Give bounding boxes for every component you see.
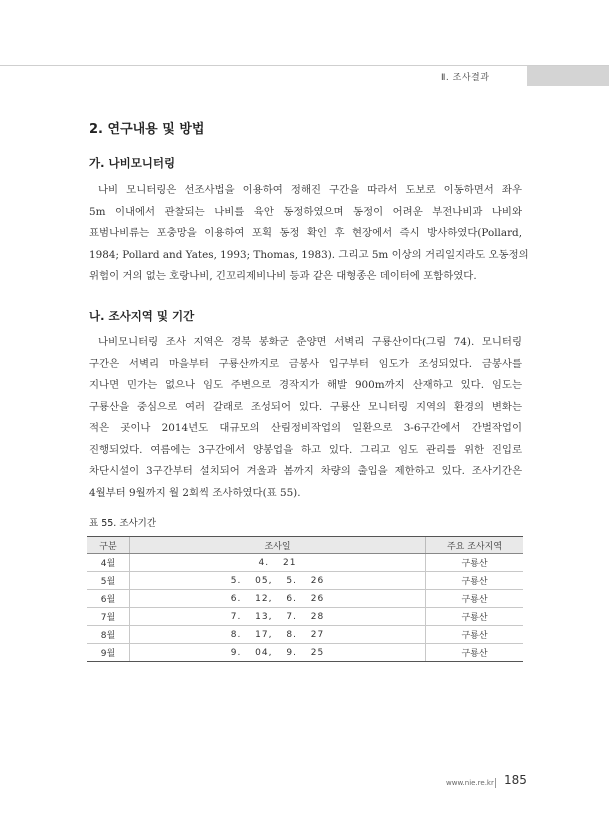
paragraph-line: 진행되었다. 여름에는 3구간에서 양봉업을 하고 있다. 그리고 임도 관리를 위한 진입로 (89, 443, 522, 456)
table-row (87, 644, 523, 662)
paragraph-survey-area (89, 332, 522, 504)
month-cell: 5월 (87, 572, 130, 590)
paragraph-line: 차단시설이 3구간부터 설치되어 겨울과 봄까지 차량의 출입을 제한하고 있다. 조사기간은 (89, 465, 522, 477)
paragraph-line: 적은 곳이나 2014년도 대규모의 산림정비작업의 일환으로 3-6구간에서 간벌작업이 (89, 422, 522, 434)
paragraph-line: 표범나비류는 포충망을 이용하여 포획 동정 확인 후 현장에서 즉시 방사하였다(Pollard, (89, 227, 522, 239)
area-cell: 구룡산 (426, 554, 524, 572)
table-row (87, 572, 523, 590)
paragraph-line: 위험이 거의 없는 호랑나비, 긴꼬리제비나비 등과 같은 대형종은 데이터에 포함하였다. (89, 270, 477, 282)
table-header-row (87, 537, 523, 554)
paragraph-line: 나비 모니터링은 선조사법을 이용하여 정해진 구간을 따라서 도보로 이동하면서 좌우 (98, 184, 522, 196)
date-cell: 7. 13, 7. 28 (130, 608, 426, 626)
column-header-survey-date: 조사일 (130, 537, 426, 554)
table-row (87, 608, 523, 626)
month-cell: 6월 (87, 590, 130, 608)
paragraph-line: 4월부터 9월까지 월 2회씩 조사하였다(표 55). (89, 486, 301, 499)
date-cell: 4. 21 (130, 554, 426, 572)
chapter-tab (527, 66, 609, 86)
area-cell: 구룡산 (426, 626, 524, 644)
date-cell: 9. 04, 9. 25 (130, 644, 426, 662)
table-caption: 표 55. 조사기간 (89, 518, 157, 529)
month-cell: 8월 (87, 626, 130, 644)
paragraph-line: 5m 이내에서 관찰되는 나비를 육안 동정하였으며 동정이 어려운 부전나비과 나비와 (89, 205, 522, 218)
table-row (87, 590, 523, 608)
table-row (87, 626, 523, 644)
paragraph-line: 구룡산을 중심으로 여러 갈래로 조성되어 있다. 구룡산 모니터링 지역의 환경의 변화는 (89, 400, 522, 413)
section-title: 2. 연구내용 및 방법 (89, 122, 205, 137)
date-cell: 5. 05, 5. 26 (130, 572, 426, 590)
chapter-label: Ⅱ. 조사결과 (441, 73, 490, 83)
table-row (87, 554, 523, 572)
area-cell: 구룡산 (426, 590, 524, 608)
paragraph-line: 1984; Pollard and Yates, 1993; Thomas, 1983). 그리고 5m 이상의 거리일지라도 오동정의 (89, 248, 529, 261)
survey-schedule-table (87, 536, 523, 662)
subsection-title-b: 나. 조사지역 및 기간 (89, 309, 195, 323)
column-header-category: 구분 (87, 537, 130, 554)
column-header-main-area: 주요 조사지역 (426, 537, 524, 554)
area-cell: 구룡산 (426, 572, 524, 590)
header-rule (0, 65, 609, 66)
paragraph-butterfly-monitoring (89, 180, 529, 288)
date-cell: 8. 17, 8. 27 (130, 626, 426, 644)
date-cell: 6. 12, 6. 26 (130, 590, 426, 608)
subsection-title-a: 가. 나비모니터링 (89, 156, 176, 170)
month-cell: 7월 (87, 608, 130, 626)
month-cell: 9월 (87, 644, 130, 662)
page-number: 185 (504, 773, 527, 787)
footer-separator (495, 778, 496, 788)
paragraph-line: 구간은 서벽리 마을부터 구룡산까지로 금봉사 입구부터 임도가 조성되었다. 금봉사를 (89, 357, 522, 370)
area-cell: 구룡산 (426, 644, 524, 662)
paragraph-line: 지나면 민가는 없으나 임도 주변으로 경작지가 해발 900m까지 산재하고 있다. 임도는 (89, 379, 522, 391)
month-cell: 4월 (87, 554, 130, 572)
footer-url: www.nie.re.kr (446, 779, 494, 787)
paragraph-line: 나비모니터링 조사 지역은 경북 봉화군 춘양면 서벽리 구룡산이다(그림 74). 모니터링 (98, 336, 522, 348)
area-cell: 구룡산 (426, 608, 524, 626)
